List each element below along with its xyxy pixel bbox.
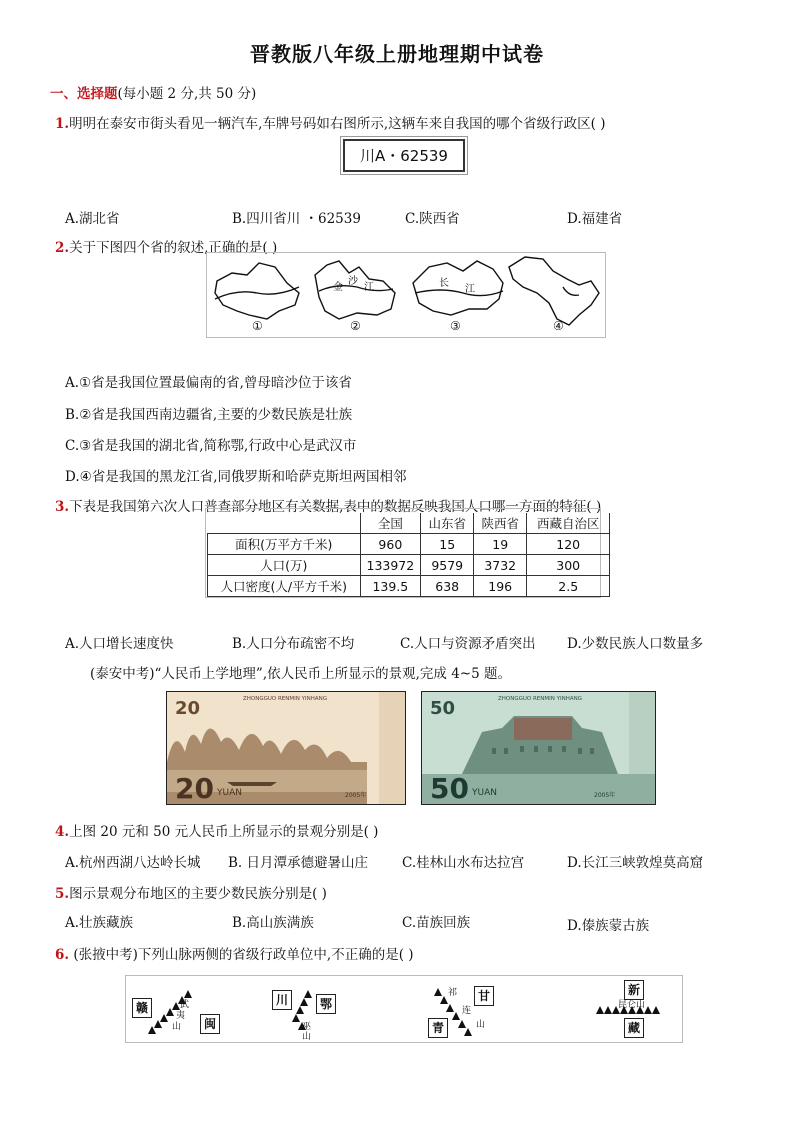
question-1 [55, 112, 606, 132]
question-6 [55, 943, 414, 963]
yuan-label: YUAN [472, 788, 497, 798]
mountain-label: 连 [462, 1006, 472, 1016]
province-box: 鄂 [316, 994, 336, 1014]
province-maps [206, 252, 606, 338]
question-4 [55, 820, 378, 840]
bank-name: ZHONGGUO RENMIN YINHANG [243, 696, 327, 702]
q5-option-a[interactable]: A.壮族藏族 [65, 915, 134, 931]
yuan-label: YUAN [217, 788, 242, 798]
q5-option-d[interactable]: D.傣族蒙古族 [567, 918, 650, 934]
license-plate: 川A・62539 [343, 139, 465, 172]
mountain-label: 巫 [302, 1022, 312, 1032]
mountain-label: 山 [172, 1022, 182, 1032]
section-label: 一、选择题 [50, 86, 118, 102]
question-number: 6. [55, 947, 70, 963]
province-box: 藏 [624, 1018, 644, 1038]
q4-option-b[interactable]: B. 日月潭承德避暑山庄 [228, 855, 369, 871]
population-table [207, 513, 610, 597]
mountain-label: 祁 [448, 988, 458, 998]
issue-year: 2005年 [345, 792, 367, 799]
map-number: ④ [553, 319, 564, 333]
table-header: 全国 [360, 513, 421, 534]
mountain-figures [125, 975, 683, 1043]
intro-note: (泰安中考)“人民币上学地理”,依人民币上所显示的景观,完成 4~5 题。 [90, 666, 511, 682]
table-header [208, 513, 361, 534]
mountain-label: 山 [476, 1020, 486, 1030]
q2-option-a[interactable]: A.①省是我国位置最偏南的省,曾母暗沙位于该省 [65, 375, 352, 391]
q3-option-d[interactable]: D.少数民族人口数量多 [567, 636, 704, 652]
table-cell: 3732 [474, 555, 527, 576]
river-label: 江 [465, 284, 475, 295]
table-header-row [208, 513, 610, 534]
question-text: 图示景观分布地区的主要少数民族分别是( ) [69, 886, 327, 902]
table-cell: 面积(万平方千米) [208, 534, 361, 555]
province-4-outline [509, 257, 599, 325]
q5-option-b[interactable]: B.高山族满族 [232, 915, 314, 931]
map-number: ② [350, 319, 361, 333]
q2-option-c[interactable]: C.③省是我国的湖北省,简称鄂,行政中心是武汉市 [65, 438, 357, 454]
question-5 [55, 882, 327, 902]
question-text: 明明在泰安市街头看见一辆汽车,车牌号码如右图所示,这辆车来自我国的哪个省级行政区( ) [69, 116, 606, 132]
province-box: 新 [624, 980, 644, 1000]
question-number: 5. [55, 886, 70, 902]
table-cell: 638 [421, 576, 474, 597]
map-number: ③ [450, 319, 461, 333]
province-box: 川 [272, 990, 292, 1010]
q4-option-c[interactable]: C.桂林山水布达拉宫 [402, 855, 525, 871]
q1-option-a[interactable]: A.湖北省 [65, 211, 120, 227]
q2-option-b[interactable]: B.②省是我国西南边疆省,主要的少数民族是壮族 [65, 407, 353, 423]
table-cell: 120 [527, 534, 610, 555]
river-label: 金 [333, 282, 343, 293]
q5-option-c[interactable]: C.苗族回族 [402, 915, 471, 931]
question-number: 3. [55, 499, 70, 515]
province-box: 赣 [132, 998, 152, 1018]
table-header: 山东省 [421, 513, 474, 534]
table-cell: 人口(万) [208, 555, 361, 576]
table-row [208, 576, 610, 597]
province-box: 青 [428, 1018, 448, 1038]
province-1-river [215, 287, 299, 299]
question-text: (张掖中考)下列山脉两侧的省级行政单位中,不正确的是( ) [69, 947, 414, 963]
mountain-label: 昆仑山 [618, 1000, 646, 1010]
table-header: 西藏自治区 [527, 513, 610, 534]
table-cell: 2.5 [527, 576, 610, 597]
table-cell: 9579 [421, 555, 474, 576]
section-note: (每小题 2 分,共 50 分) [117, 86, 257, 102]
question-text: 关于下图四个省的叙述,正确的是( ) [69, 240, 278, 256]
denomination-small: 20 [175, 698, 201, 719]
mountain-label: 武 [180, 1000, 190, 1010]
table-cell: 133972 [360, 555, 421, 576]
denomination-large: 50 [430, 772, 469, 805]
mountain-label: 山 [302, 1032, 312, 1042]
issue-year: 2005年 [594, 792, 616, 799]
table-row [208, 555, 610, 576]
river-label: 沙 [348, 276, 358, 287]
table-cell: 960 [360, 534, 421, 555]
table-header: 陕西省 [474, 513, 527, 534]
mountain-label: 夷 [176, 1011, 186, 1021]
table-cell: 19 [474, 534, 527, 555]
q4-option-d[interactable]: D.长江三峡敦煌莫高窟 [567, 855, 704, 871]
question-text: 上图 20 元和 50 元人民币上所显示的景观分别是( ) [69, 824, 379, 840]
map-number: ① [252, 319, 263, 333]
table-row [208, 534, 610, 555]
province-3-outline [413, 261, 503, 315]
province-box: 闽 [200, 1014, 220, 1034]
table-cell: 139.5 [360, 576, 421, 597]
bank-name: ZHONGGUO RENMIN YINHANG [498, 696, 582, 702]
q3-option-b[interactable]: B.人口分布疏密不均 [232, 636, 355, 652]
denomination-large: 20 [175, 772, 214, 805]
question-number: 1. [55, 116, 70, 132]
q3-option-c[interactable]: C.人口与资源矛盾突出 [400, 636, 536, 652]
province-4-river [563, 287, 579, 295]
river-label: 江 [364, 282, 374, 293]
question-number: 4. [55, 824, 70, 840]
mountain-range-1 [148, 990, 192, 1034]
q4-option-a[interactable]: A.杭州西湖八达岭长城 [65, 855, 201, 871]
q1-option-c[interactable]: C.陕西省 [405, 211, 460, 227]
table-cell: 15 [421, 534, 474, 555]
banknote-20 [166, 691, 406, 805]
river-label: 长 [439, 278, 449, 289]
q2-option-d[interactable]: D.④省是我国的黑龙江省,同俄罗斯和哈萨克斯坦两国相邻 [65, 469, 407, 485]
province-box: 甘 [474, 986, 494, 1006]
table-cell: 人口密度(人/平方千米) [208, 576, 361, 597]
question-number: 2. [55, 240, 70, 256]
q3-option-a[interactable]: A.人口增长速度快 [65, 636, 174, 652]
q1-option-d[interactable]: D.福建省 [567, 211, 623, 227]
province-3-river [415, 290, 503, 296]
banknote-50 [421, 691, 656, 805]
section-heading [50, 82, 256, 102]
page-title: 晋教版八年级上册地理期中试卷 [250, 42, 544, 66]
table-cell: 196 [474, 576, 527, 597]
q1-option-b[interactable]: B.四川省川 ・62539 [232, 211, 361, 227]
question-text: 下表是我国第六次人口普查部分地区有关数据,表中的数据反映我国人口哪一方面的特征( ) [69, 499, 602, 515]
denomination-small: 50 [430, 698, 456, 719]
province-maps-svg [207, 253, 605, 337]
table-cell: 300 [527, 555, 610, 576]
